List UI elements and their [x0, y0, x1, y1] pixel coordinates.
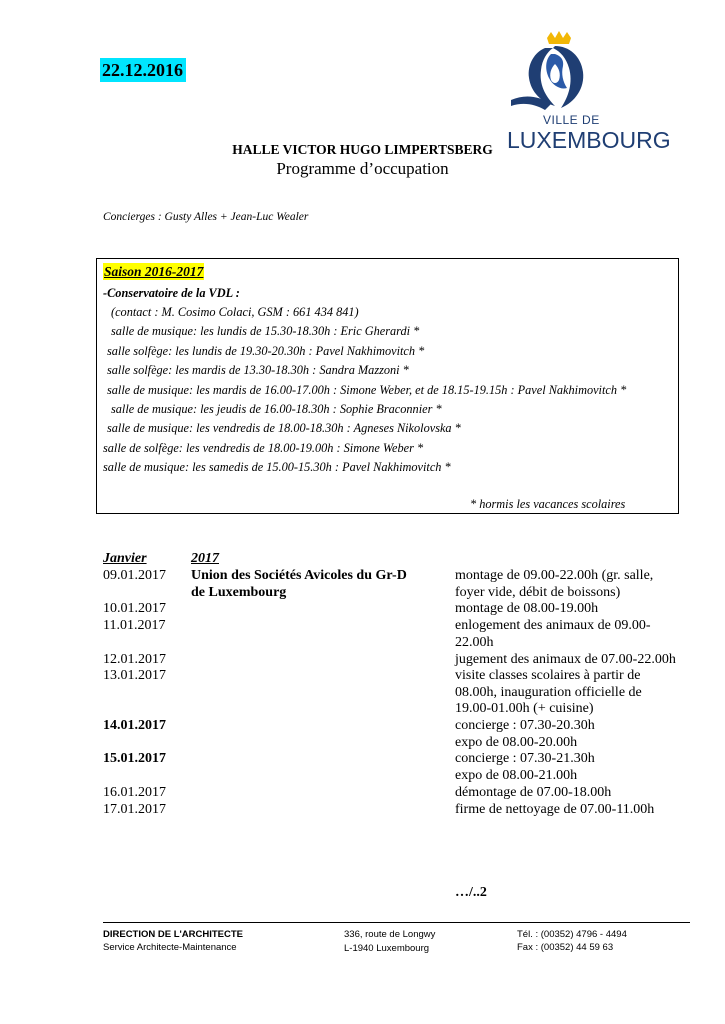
season-line: (contact : M. Cosimo Colaci, GSM : 661 434 841): [111, 305, 359, 319]
schedule-date: 14.01.2017: [103, 718, 166, 733]
logo-line-2: LUXEMBOURG: [507, 127, 671, 153]
schedule-date: 09.01.2017: [103, 568, 166, 583]
footer-divider: [103, 922, 690, 923]
season-line: -Conservatoire de la VDL :: [103, 286, 240, 300]
footer-service: Service Architecte-Maintenance: [103, 942, 237, 953]
schedule-desc: enlogement des animaux de 09.00-: [455, 618, 651, 633]
schedule-desc: concierge : 07.30-20.30h: [455, 718, 595, 733]
schedule-desc: montage de 08.00-19.00h: [455, 601, 599, 616]
schedule-date: 12.01.2017: [103, 652, 166, 667]
schedule-desc: 08.00h, inauguration officielle de: [455, 685, 642, 700]
schedule-desc: expo de 08.00-20.00h: [455, 735, 578, 750]
logo-line-1: VILLE DE: [543, 113, 600, 127]
schedule-desc: foyer vide, débit de boissons): [455, 585, 621, 600]
season-line: salle de musique: les samedis de 15.00-15.30h : Pavel Nakhimovitch *: [103, 460, 451, 474]
footer-tel: Tél. : (00352) 4796 - 4494: [517, 929, 627, 940]
hall-title: HALLE VICTOR HUGO LIMPERTSBERG: [232, 142, 493, 157]
schedule-desc: jugement des animaux de 07.00-22.00h: [455, 652, 676, 667]
schedule-date: 11.01.2017: [103, 618, 166, 633]
season-line: salle de musique: les vendredis de 18.00-18.30h : Agneses Nikolovska *: [107, 421, 461, 435]
organizer-name: de Luxembourg: [191, 585, 287, 600]
schedule-desc: visite classes scolaires à partir de: [455, 668, 641, 683]
footer-fax: Fax : (00352) 44 59 63: [517, 942, 614, 953]
year-header: 2017: [191, 551, 219, 566]
month-header: Janvier: [103, 551, 147, 566]
schedule-desc: 19.00-01.00h (+ cuisine): [455, 701, 594, 716]
schedule-date: 17.01.2017: [103, 802, 166, 817]
organizer-name: Union des Sociétés Avicoles du Gr-D: [191, 568, 407, 583]
footer-address-line: L-1940 Luxembourg: [344, 943, 430, 954]
season-line: salle solfège: les mardis de 13.30-18.30h : Sandra Mazzoni *: [107, 363, 409, 377]
schedule-date: 16.01.2017: [103, 785, 166, 800]
season-footnote: * hormis les vacances scolaires: [470, 497, 626, 511]
schedule-desc: 22.00h: [455, 635, 494, 650]
season-line: salle de musique: les lundis de 15.30-18.30h : Eric Gherardi *: [111, 324, 420, 338]
schedule-desc: montage de 09.00-22.00h (gr. salle,: [455, 568, 654, 583]
schedule-desc: démontage de 07.00-18.00h: [455, 785, 612, 800]
footer-address-line: 336, route de Longwy: [344, 929, 436, 940]
lion-crown-icon: [505, 30, 665, 115]
footer-department: DIRECTION DE L'ARCHITECTE: [103, 929, 244, 940]
schedule-date: 10.01.2017: [103, 601, 166, 616]
season-line: salle de musique: les jeudis de 16.00-18.30h : Sophie Braconnier *: [111, 402, 442, 416]
season-line: salle solfège: les lundis de 19.30-20.30h : Pavel Nakhimovitch *: [107, 344, 425, 358]
concierges-note: Concierges : Gusty Alles + Jean-Luc Wealer: [103, 211, 309, 223]
programme-subtitle: Programme d’occupation: [276, 159, 449, 178]
page-continuation: …/..2: [455, 885, 487, 900]
schedule-desc: expo de 08.00-21.00h: [455, 768, 578, 783]
season-line: salle de musique: les mardis de 16.00-17.00h : Simone Weber, et de 18.15-19.15h : Pavel Nakhimovitch *: [107, 383, 627, 397]
schedule-date: 13.01.2017: [103, 668, 166, 683]
schedule-desc: concierge : 07.30-21.30h: [455, 751, 595, 766]
ville-de-luxembourg-logo: [505, 30, 671, 153]
season-line: salle de solfège: les vendredis de 18.00-19.00h : Simone Weber *: [103, 441, 424, 455]
schedule-date: 15.01.2017: [103, 751, 166, 766]
document-date: 22.12.2016: [100, 58, 186, 82]
schedule-desc: firme de nettoyage de 07.00-11.00h: [455, 802, 655, 817]
season-title: Saison 2016-2017: [104, 264, 204, 279]
